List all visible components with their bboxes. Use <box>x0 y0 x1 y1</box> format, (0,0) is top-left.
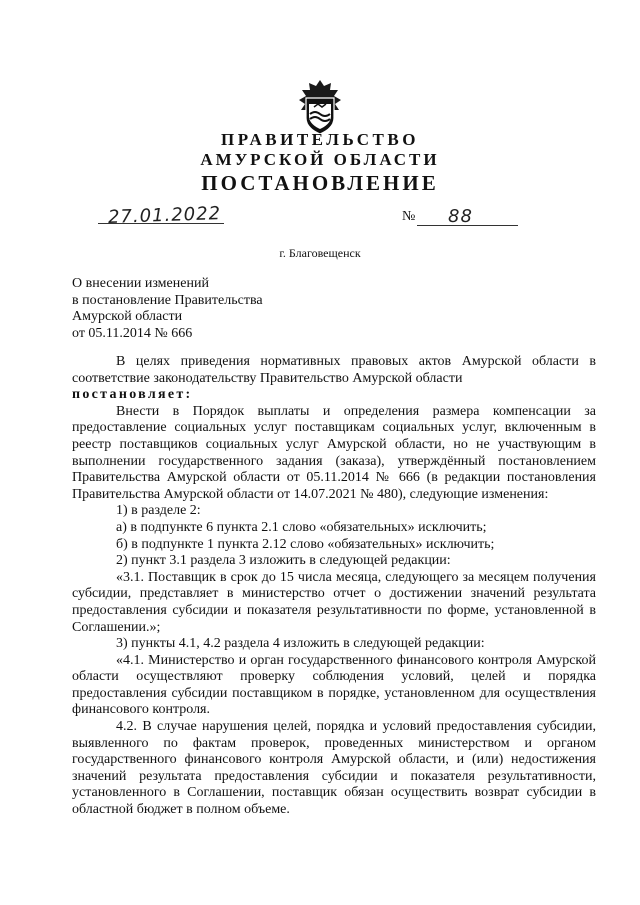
city-name: г. Благовещенск <box>279 246 361 260</box>
number-underline <box>417 225 518 226</box>
handwritten-number: 88 <box>448 206 473 227</box>
document-type-title: ПОСТАНОВЛЕНИЕ <box>201 171 439 195</box>
subject-line: в постановление Правительства <box>72 292 263 308</box>
handwritten-date: 27.01.2022 <box>107 203 222 228</box>
subject-line: Амурской области <box>72 309 183 325</box>
coat-of-arms-icon <box>291 78 349 136</box>
decree-word: постановляет: <box>72 387 193 403</box>
region-title: АМУРСКОЙ ОБЛАСТИ <box>200 150 440 169</box>
subject-line: от 05.11.2014 № 666 <box>72 325 193 341</box>
date-underline <box>98 223 224 224</box>
body-paragraph: 4.2. В случае нарушения целей, порядка и условий предоставления субсидии, выявленного по фактам проверок, проведенных министерством и органом государственного финансового контроля Амурской области, и (или) недостижения значений результата предоставления субсидии и показателя результативности, установленного в Соглашении, поставщик обязан осуществить возврат субсидии в областной бюджет в полном объеме. <box>72 719 596 818</box>
document-subject <box>72 276 352 342</box>
preamble-paragraph: В целях приведения нормативных правовых актов Амурской области в соответствие законодательству Правительство Амурской области <box>72 354 596 386</box>
body-paragraph: б) в подпункте 1 пункта 2.12 слово «обязательных» исключить; <box>116 536 495 552</box>
body-paragraph: Внести в Порядок выплаты и определения размера компенсации за предоставление социальных услуг поставщикам социальных услуг, включенным в реестр поставщиков социальных услуг Амурской области, но не участвующим в выполнении государственного задания (заказа), утверждённый постановлением Правительства Амурской области от 05.11.2014 № 666 (в редакции постановления Правительства Амурской области от 14.07.2021 № 480), следующие изменения: <box>72 403 596 502</box>
document-body <box>72 354 596 819</box>
body-paragraph: 3) пункты 4.1, 4.2 раздела 4 изложить в следующей редакции: <box>116 636 485 652</box>
subject-line: О внесении изменений <box>72 276 209 291</box>
government-title: ПРАВИТЕЛЬСТВО <box>221 130 419 149</box>
body-paragraph: «3.1. Поставщик в срок до 15 числа месяца, следующего за месяцем получения субсидии, представляет в министерство отчет о достижении значений результата предоставления субсидии и показателя результативности по форме, установленной в Соглашении.»; <box>72 569 596 635</box>
number-label: № <box>402 209 416 224</box>
body-paragraph: «4.1. Министерство и орган государственного финансового контроля Амурской области осуществляют проверку соблюдения условий, целей и порядка предоставления субсидии поставщиком в порядке, установленном для осуществления финансового контроля. <box>72 652 596 718</box>
body-paragraph: а) в подпункте 6 пункта 2.1 слово «обязательных» исключить; <box>116 519 487 535</box>
body-paragraph: 2) пункт 3.1 раздела 3 изложить в следующей редакции: <box>116 553 451 569</box>
body-paragraph: 1) в разделе 2: <box>116 503 201 519</box>
